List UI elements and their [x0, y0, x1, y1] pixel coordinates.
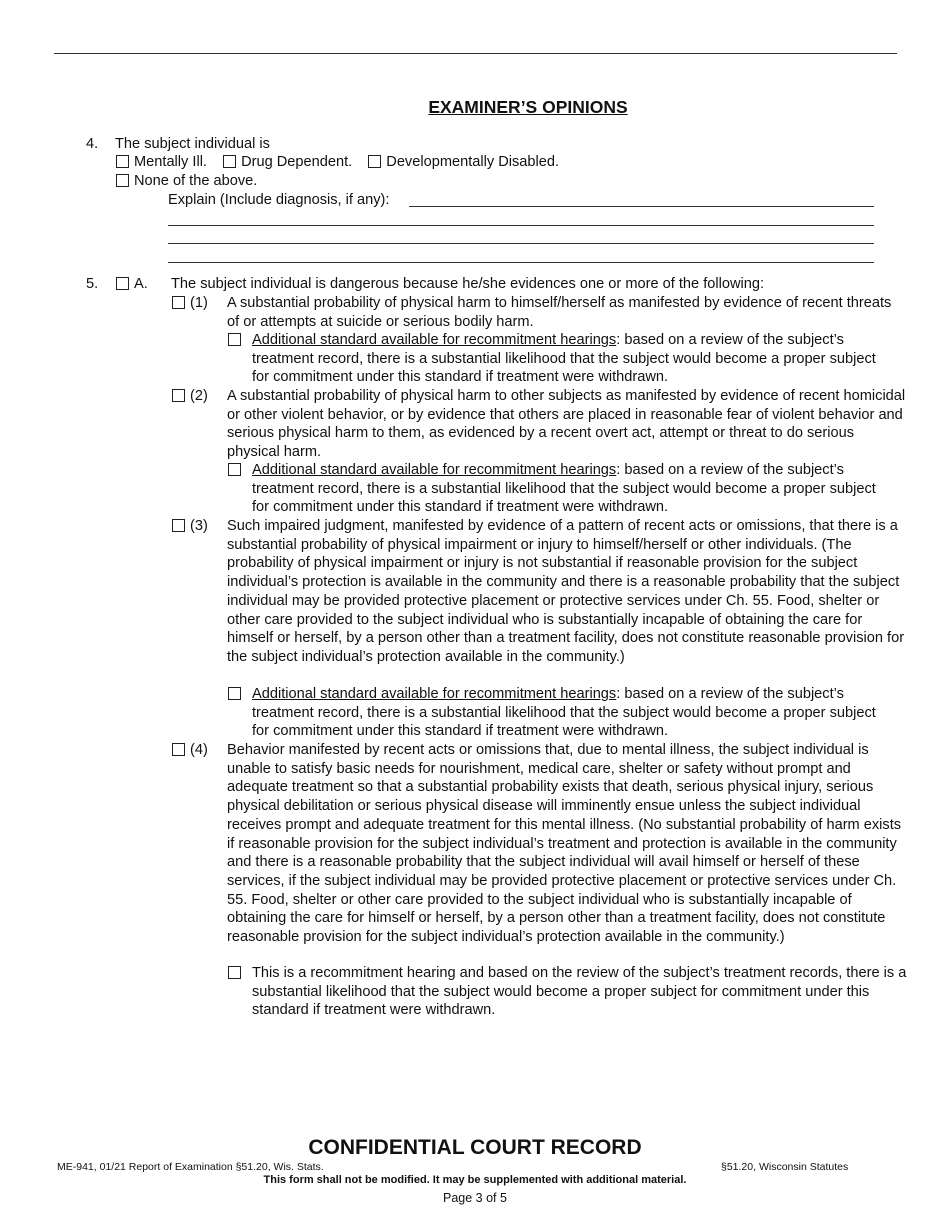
modification-note: This form shall not be modified. It may be supplemented with additional material.	[263, 1174, 687, 1186]
item-4-recommit	[252, 964, 912, 1020]
item-1-marker	[172, 294, 208, 313]
q5-a-checkbox[interactable]	[116, 277, 129, 290]
item-2-marker	[172, 387, 208, 406]
developmentally-disabled-checkbox[interactable]	[368, 155, 381, 168]
mentally-ill-label: Mentally Ill.	[134, 154, 207, 170]
q4-options-row	[116, 153, 559, 172]
item-2-recommit	[252, 461, 892, 517]
item-1-recommit-checkbox[interactable]	[228, 333, 241, 346]
drug-dependent-checkbox[interactable]	[223, 155, 236, 168]
explain-line-3[interactable]	[168, 243, 874, 244]
item-3-text: Such impaired judgment, manifested by evidence of a pattern of recent acts or omissions, that there is a substantial probability of physical impairment or injury to himself/herself or other individuals. (The probability of physical impairment or injury is not substantial if reasonable provision for the subject individual’s protection is available in the community and there is a reasonable probability that the subject individual may be provided protective placement or protective services under Ch. 55. Food, shelter or other care provided to the subject individual who is substantially incapable of obtaining the care for himself or herself, by a person other than a treatment facility, does not constitute reasonable provision for the subject individual’s protection available in the community.)	[227, 518, 905, 665]
drug-dependent-label: Drug Dependent.	[241, 154, 353, 170]
explain-line-2[interactable]	[168, 225, 874, 226]
item-4-number: (4)	[190, 742, 208, 758]
explain-line-1[interactable]	[409, 206, 874, 207]
item-3-number: (3)	[190, 518, 208, 534]
item-3-marker	[172, 517, 208, 536]
top-rule	[54, 53, 897, 54]
q4-none-row	[116, 172, 257, 191]
none-of-the-above-checkbox[interactable]	[116, 174, 129, 187]
item-4-recommit-checkbox[interactable]	[228, 966, 241, 979]
item-1-text: A substantial probability of physical harm to himself/herself as manifested by evidence of recent threats of or attempts at suicide or serious bodily harm.	[227, 295, 892, 330]
item-3-recommit-text: : based on a review of the subject’s treatment record, there is a substantial likelihood that the subject would become a proper subject for commitment under this standard if treatment were withdrawn.	[252, 686, 876, 740]
q5-a-row	[116, 275, 148, 294]
item-3-recommit	[252, 685, 892, 741]
item-1-recommit-text: : based on a review of the subject’s treatment record, there is a substantial likelihood that the subject would become a proper subject for commitment under this standard if treatment were withdrawn.	[252, 332, 876, 386]
item-4-recommit-text: This is a recommitment hearing and based on the review of the subject’s treatment records, there is a substantial likelihood that the subject would become a proper subject for commitment under this standard if treatment were withdrawn.	[252, 965, 907, 1019]
item-3-checkbox[interactable]	[172, 519, 185, 532]
item-2-recommit-heading: Additional standard available for recommitment hearings	[252, 462, 617, 478]
q4-number: 4.	[86, 136, 99, 152]
form-id: ME-941, 01/21 Report of Examination §51.20, Wis. Stats.	[57, 1161, 324, 1173]
page-number: Page 3 of 5	[443, 1191, 507, 1205]
item-1-checkbox[interactable]	[172, 296, 185, 309]
item-3-recommit-checkbox[interactable]	[228, 687, 241, 700]
item-4-marker	[172, 741, 208, 760]
developmentally-disabled-label: Developmentally Disabled.	[386, 154, 560, 170]
mentally-ill-checkbox[interactable]	[116, 155, 129, 168]
q5-number: 5.	[86, 276, 99, 292]
item-4-text: Behavior manifested by recent acts or omissions that, due to mental illness, the subject individual is unable to satisfy basic needs for nourishment, medical care, shelter or safety without prompt and adequate treatment so that a substantial probability exists that death, serious physical injury, serious physical debilitation or serious physical disease will imminently ensue unless the subject individual receives prompt and adequate treatment for this mental illness. (No substantial probability of harm exists if reasonable provision for the subject individual’s treatment and protection is available in the community and there is a reasonable probability that the subject individual will avail himself or herself of these services, if the subject individual may be provided protective placement or protective services under Ch. 55. Food, shelter or other care provided to the subject individual who is substantially incapable of obtaining the care for himself or herself, by a person other than a treatment facility, does not constitute reasonable provision for the subject individual’s protection available in the community.)	[227, 742, 902, 946]
item-2-number: (2)	[190, 388, 208, 404]
item-4-checkbox[interactable]	[172, 743, 185, 756]
statute-ref: §51.20, Wisconsin Statutes	[721, 1161, 849, 1173]
explain-line-4[interactable]	[168, 262, 874, 263]
item-2-text: A substantial probability of physical harm to other subjects as manifested by evidence of recent homicidal or other violent behavior, or by evidence that others are placed in reasonable fear of violent behavior and serious physical harm to them, as evidenced by a recent overt act, attempt or threat to do serious physical harm.	[227, 388, 906, 461]
q4-intro: The subject individual is	[115, 136, 270, 152]
confidential-record-title: CONFIDENTIAL COURT RECORD	[308, 1136, 642, 1159]
q5-a-text: The subject individual is dangerous because he/she evidences one or more of the following:	[171, 276, 765, 292]
item-2-checkbox[interactable]	[172, 389, 185, 402]
explain-label: Explain (Include diagnosis, if any):	[168, 192, 390, 208]
item-2-recommit-checkbox[interactable]	[228, 463, 241, 476]
item-2-recommit-text: : based on a review of the subject’s treatment record, there is a substantial likelihood that the subject would become a proper subject for commitment under this standard if treatment were withdrawn.	[252, 462, 876, 516]
section-title: EXAMINER’S OPINIONS	[428, 97, 628, 117]
none-of-the-above-label: None of the above.	[134, 173, 258, 189]
item-1-recommit	[252, 331, 892, 387]
q5-a-label: A.	[134, 276, 148, 292]
item-1-number: (1)	[190, 295, 208, 311]
item-3-recommit-heading: Additional standard available for recommitment hearings	[252, 686, 617, 702]
item-1-recommit-heading: Additional standard available for recommitment hearings	[252, 332, 617, 348]
